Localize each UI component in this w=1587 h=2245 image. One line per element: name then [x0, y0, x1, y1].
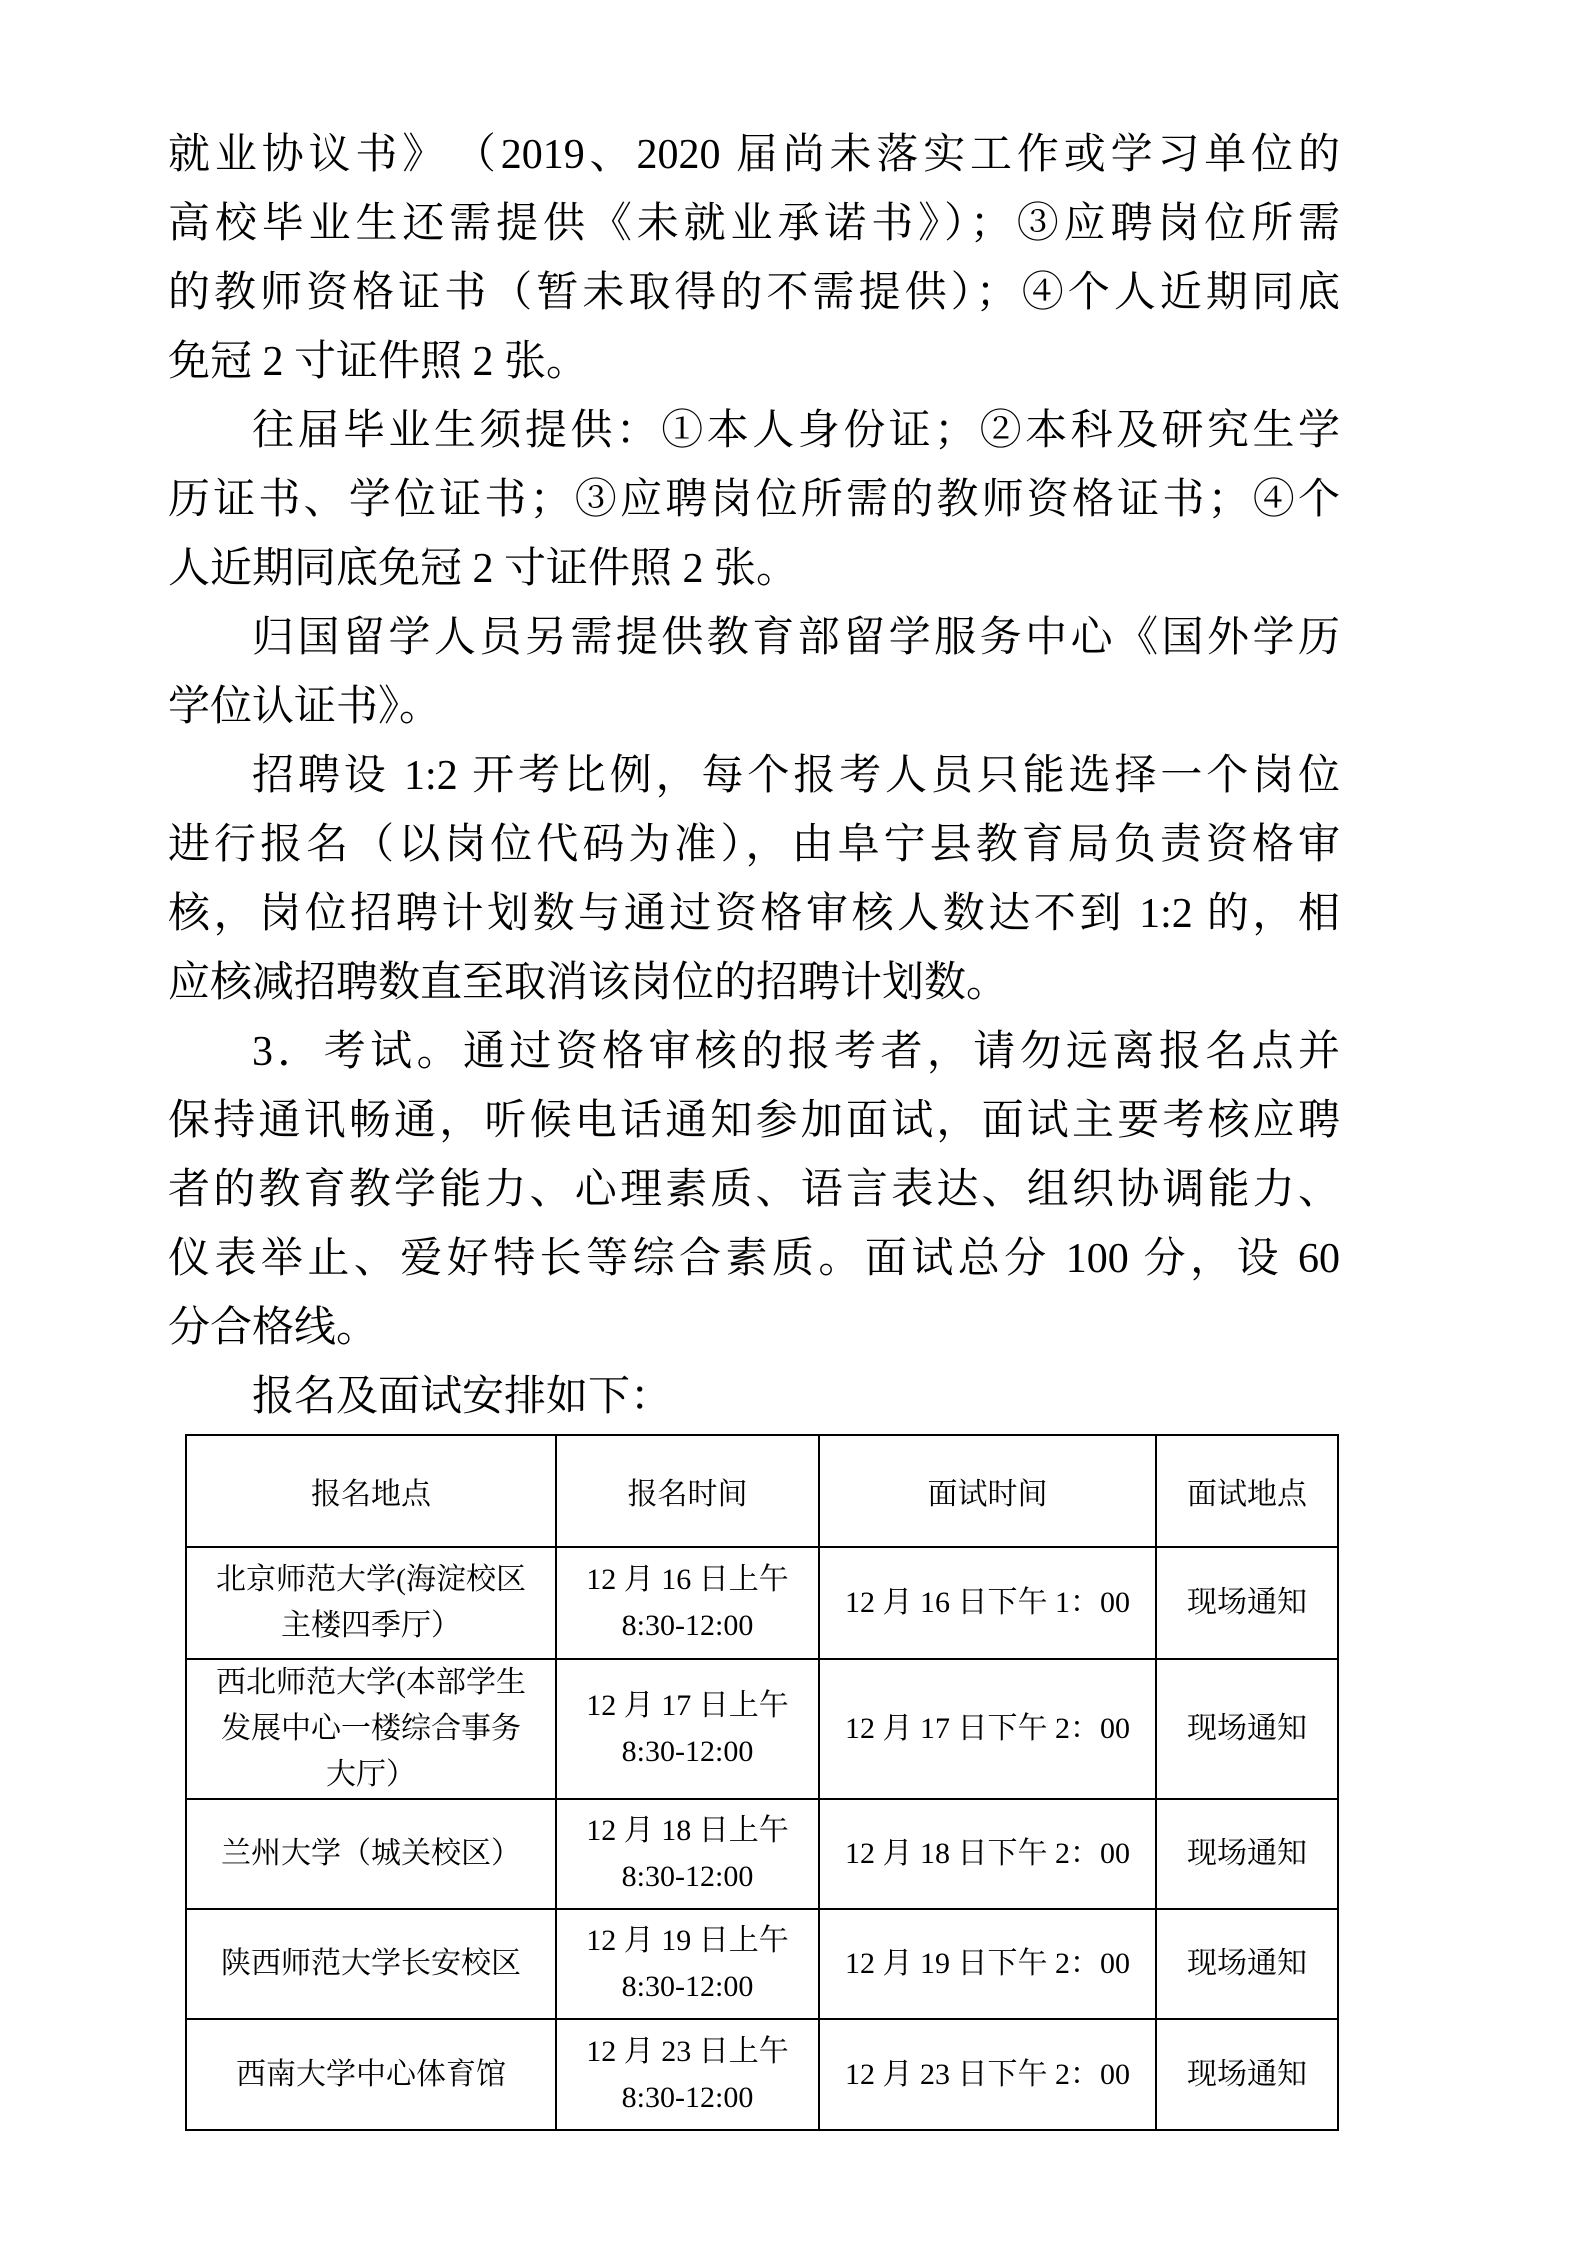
text-line: 者的教育教学能力、心理素质、语言表达、组织协调能力、: [168, 1167, 1340, 1213]
table-header-row: [186, 1435, 1338, 1547]
cell-line: 8:30-12:00: [621, 1970, 754, 2003]
cell-line: 发展中心一楼综合事务: [221, 1712, 521, 1745]
text-line: 的教师资格证书（暂未取得的不需提供）；④个人近期同底: [168, 270, 1340, 316]
cell-line: 现场通知: [1187, 1947, 1307, 1980]
cell-line: 北京师范大学(海淀校区: [216, 1563, 526, 1596]
text-line: 高校毕业生还需提供《未就业承诺书》）；③应聘岗位所需: [168, 201, 1340, 247]
cell-line: 12 月 19 日上午: [586, 1924, 789, 1957]
cell-reg-location: [186, 1799, 556, 1909]
cell-line: 12 月 17 日下午 2：00: [845, 1712, 1130, 1745]
header-interview-location: 面试地点: [1156, 1435, 1338, 1547]
text-line: 就业协议书》 （2019、2020 届尚未落实工作或学习单位的: [168, 132, 1340, 178]
cell-line: 12 月 23 日上午: [586, 2034, 789, 2068]
text-line: 学位认证书》。: [168, 684, 442, 730]
text-line: 仪表举止、爱好特长等综合素质。面试总分 100 分，设 60: [168, 1236, 1340, 1282]
cell-line: 12 月 16 日下午 1：00: [845, 1586, 1130, 1619]
table-row: [186, 1799, 1338, 1909]
text-line: 进行报名（以岗位代码为准），由阜宁县教育局负责资格审: [168, 822, 1340, 868]
text-line: 招聘设 1:2 开考比例，每个报考人员只能选择一个岗位: [252, 753, 1340, 799]
cell-interview-location: [1156, 2019, 1338, 2130]
text-line: 分合格线。: [168, 1305, 379, 1351]
header-reg-time: 报名时间: [556, 1435, 819, 1547]
cell-line: 12 月 16 日上午: [586, 1563, 789, 1596]
cell-interview-time: [819, 1799, 1156, 1909]
table-row: [186, 1547, 1338, 1659]
cell-line: 现场通知: [1187, 1712, 1307, 1745]
cell-line: 陕西师范大学长安校区: [221, 1947, 521, 1980]
table-row: [186, 2019, 1338, 2130]
table-row: [186, 1909, 1338, 2019]
text-line: 3．考试。通过资格审核的报考者，请勿远离报名点并: [252, 1029, 1340, 1075]
cell-line: 8:30-12:00: [621, 1735, 754, 1768]
cell-line: 8:30-12:00: [621, 2080, 754, 2114]
cell-reg-time: [556, 1659, 819, 1799]
cell-line: 主楼四季厅）: [281, 1609, 461, 1642]
text-line: 报名及面试安排如下：: [252, 1374, 673, 1420]
cell-interview-location: [1156, 1547, 1338, 1659]
header-reg-location: 报名地点: [186, 1435, 556, 1547]
text-line: 归国留学人员另需提供教育部留学服务中心《国外学历: [252, 615, 1340, 661]
text-line: 往届毕业生须提供：①本人身份证；②本科及研究生学: [252, 408, 1340, 454]
table-row: [186, 1659, 1338, 1799]
text-line: 保持通讯畅通，听候电话通知参加面试，面试主要考核应聘: [168, 1098, 1340, 1144]
cell-interview-location: [1156, 1909, 1338, 2019]
cell-line: 12 月 23 日下午 2：00: [845, 2057, 1130, 2091]
cell-line: 现场通知: [1187, 1837, 1307, 1870]
cell-reg-location: [186, 1659, 556, 1799]
text-line: 核，岗位招聘计划数与通过资格审核人数达不到 1:2 的，相: [168, 891, 1340, 937]
cell-interview-location: [1156, 1659, 1338, 1799]
cell-line: 兰州大学（城关校区）: [221, 1837, 521, 1870]
cell-interview-time: [819, 1909, 1156, 2019]
text-line: 人近期同底免冠 2 寸证件照 2 张。: [168, 546, 799, 592]
cell-reg-time: [556, 1547, 819, 1659]
cell-interview-time: [819, 2019, 1156, 2130]
cell-line: 12 月 19 日下午 2：00: [845, 1947, 1130, 1980]
cell-reg-location: [186, 1547, 556, 1659]
text-line: 免冠 2 寸证件照 2 张。: [168, 339, 589, 385]
body-text: [168, 121, 1340, 1432]
cell-interview-time: [819, 1547, 1156, 1659]
cell-line: 12 月 17 日上午: [586, 1689, 789, 1722]
cell-line: 12 月 18 日下午 2：00: [845, 1837, 1130, 1870]
cell-line: 西南大学中心体育馆: [236, 2057, 506, 2091]
cell-reg-time: [556, 1909, 819, 2019]
cell-line: 西北师范大学(本部学生: [216, 1666, 526, 1699]
schedule-table: [185, 1434, 1339, 2131]
cell-reg-location: [186, 2019, 556, 2130]
text-line: 应核减招聘数直至取消该岗位的招聘计划数。: [168, 960, 1009, 1006]
header-interview-time: 面试时间: [819, 1435, 1156, 1547]
cell-line: 大厅）: [326, 1758, 416, 1791]
text-line: 历证书、学位证书；③应聘岗位所需的教师资格证书；④个: [168, 477, 1340, 523]
cell-reg-location: [186, 1909, 556, 2019]
cell-line: 12 月 18 日上午: [586, 1814, 789, 1847]
cell-line: 现场通知: [1187, 2057, 1307, 2091]
cell-line: 8:30-12:00: [621, 1860, 754, 1893]
cell-line: 现场通知: [1187, 1586, 1307, 1619]
cell-interview-location: [1156, 1799, 1338, 1909]
cell-reg-time: [556, 2019, 819, 2130]
cell-interview-time: [819, 1659, 1156, 1799]
cell-reg-time: [556, 1799, 819, 1909]
cell-line: 8:30-12:00: [621, 1609, 754, 1642]
